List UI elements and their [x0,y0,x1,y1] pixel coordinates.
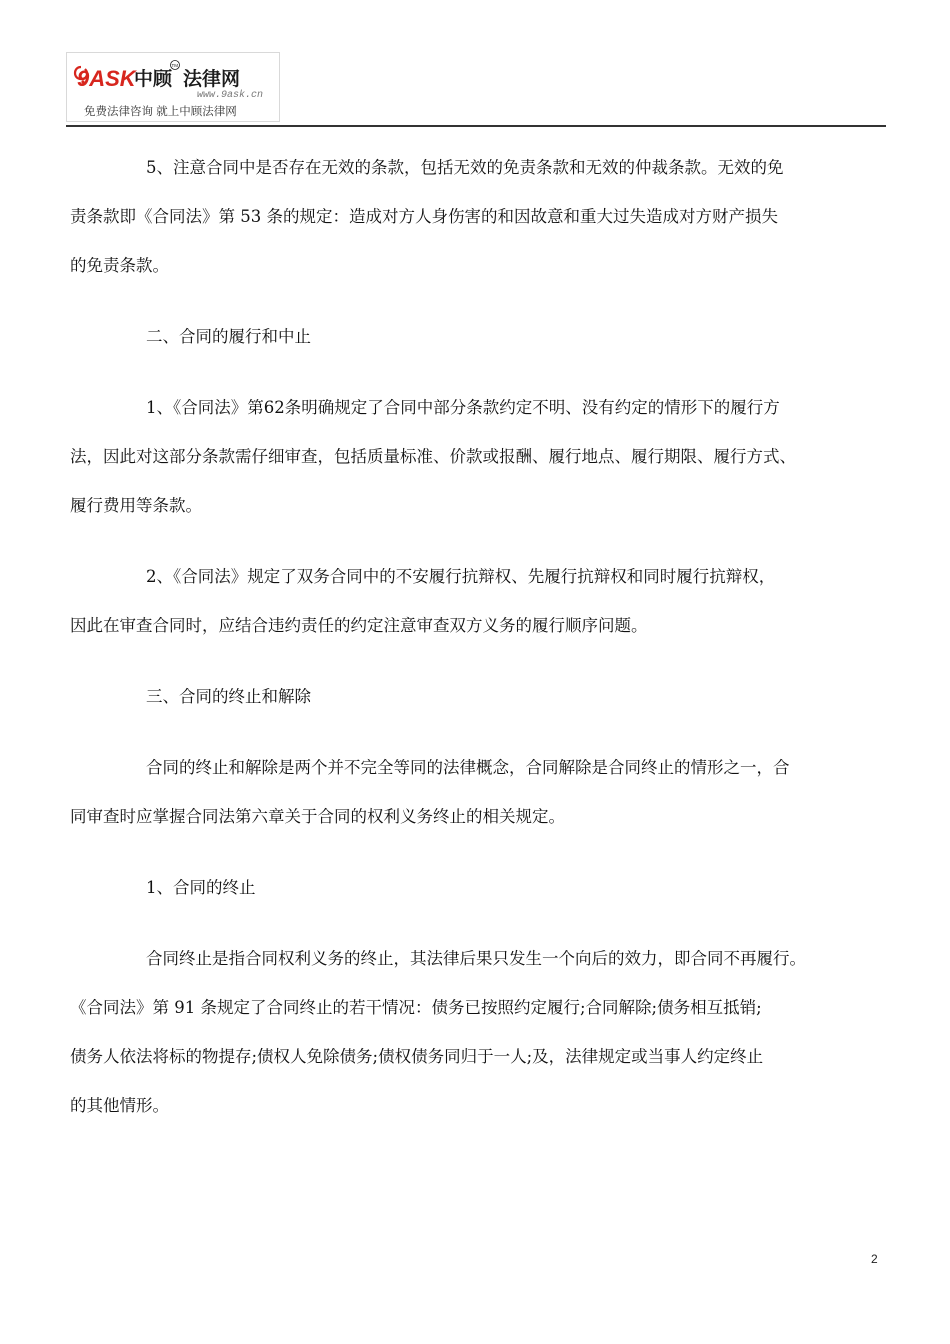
section-heading-termination: 三、合同的终止和解除 [146,687,311,706]
text-line: 合同的终止和解除是两个并不完全等同的法律概念，合同解除是合同终止的情形之一，合 [146,758,790,777]
subsection-heading-termination: 1、合同的终止 [146,878,256,897]
text-line: 履行费用等条款。 [70,496,202,515]
text-line: 合同终止是指合同权利义务的终止，其法律后果只发生一个向后的效力，即合同不再履行。 [146,949,806,968]
text-line: 法，因此对这部分条款需仔细审查，包括质量标准、价款或报酬、履行地点、履行期限、履行方式、 [70,447,796,466]
text-line: 责条款即《合同法》第 53 条的规定：造成对方人身伤害的和因故意和重大过失造成对方财产损失 [70,207,778,226]
header-divider [66,125,886,127]
text-line: 《合同法》第 91 条规定了合同终止的若干情况：债务已按照约定履行;合同解除;债务相互抵销; [70,998,762,1017]
paragraph-article-62 [70,395,885,518]
text-line: 5、注意合同中是否存在无效的条款，包括无效的免责条款和无效的仲裁条款。无效的免 [146,158,784,177]
text-line: 同审查时应掌握合同法第六章关于合同的权利义务终止的相关规定。 [70,807,565,826]
text-line: 的免责条款。 [70,256,169,275]
paragraph-article-91 [70,946,885,1118]
section-heading-performance: 二、合同的履行和中止 [146,327,311,346]
document-body [70,155,885,1141]
logo-tm: TM [171,63,178,68]
paragraph-termination-concepts [70,755,885,829]
text-line: 的其他情形。 [70,1096,169,1115]
page-header [66,52,886,128]
logo-graphic [67,53,281,123]
paragraph-defense-rights [70,564,885,638]
logo-brand-prefix: 9ASK [77,66,136,91]
text-line: 因此在审查合同时，应结合违约责任的约定注意审查双方义务的履行顺序问题。 [70,616,648,635]
paragraph-invalid-clauses [70,155,885,278]
site-logo [66,52,280,122]
logo-url: www.9ask.cn [197,90,264,101]
logo-slogan: 免费法律咨询 就上中顾法律网 [84,106,237,118]
text-line: 债务人依法将标的物提存;债权人免除债务;债权债务同归于一人;及，法律规定或当事人约定终止 [70,1047,764,1066]
logo-brand-cn: 中顾 [134,69,173,90]
text-line: 2、《合同法》规定了双务合同中的不安履行抗辩权、先履行抗辩权和同时履行抗辩权， [146,567,776,586]
page-number: 2 [871,1252,878,1266]
text-line: 1、《合同法》第62条明确规定了合同中部分条款约定不明、没有约定的情形下的履行方 [146,398,780,417]
logo-site-cn: 法律网 [183,69,241,90]
